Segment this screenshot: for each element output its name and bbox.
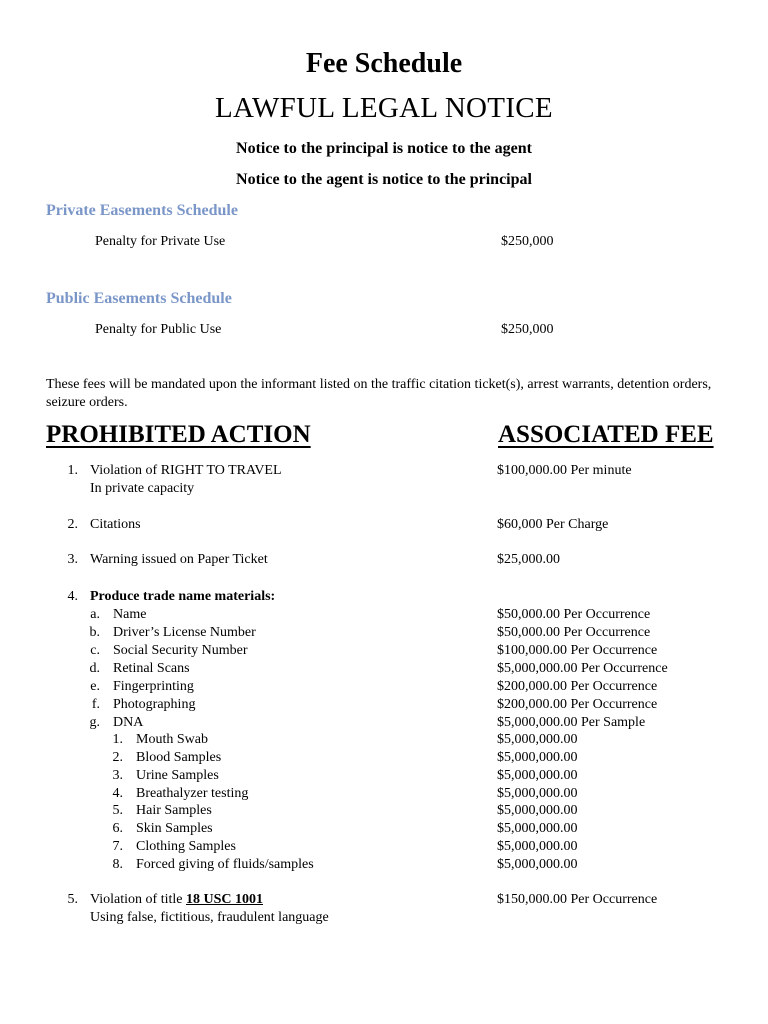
dna-item-number: 4. [112, 786, 123, 801]
dna-item-fee: $5,000,000.00 [497, 750, 578, 765]
dna-item-label: Breathalyzer testing [136, 786, 249, 801]
sub-item-label: Fingerprinting [113, 679, 194, 694]
list-item-sublabel: Using false, fictitious, fraudulent language [90, 910, 329, 925]
list-item-label-prefix: Violation of title [90, 892, 186, 907]
notice-line-2: Notice to the agent is notice to the principal [236, 171, 532, 188]
list-item-label: Produce trade name materials: [90, 589, 276, 604]
sub-item-label: Photographing [113, 697, 196, 712]
dna-item-label: Mouth Swab [136, 732, 208, 747]
dna-item-fee: $5,000,000.00 [497, 821, 578, 836]
private-penalty-label: Penalty for Private Use [95, 234, 226, 249]
page-subtitle: LAWFUL LEGAL NOTICE [215, 92, 553, 124]
list-item-fee: $60,000 Per Charge [497, 517, 609, 532]
public-easements-heading: Public Easements Schedule [46, 290, 232, 307]
dna-item-number: 2. [112, 750, 123, 765]
sub-item-fee: $200,000.00 Per Occurrence [497, 697, 658, 712]
sub-item-label: Driver’s License Number [113, 625, 256, 640]
sub-item-label: DNA [113, 715, 144, 730]
list-item-label [90, 891, 263, 909]
sub-item-letter: b. [89, 625, 100, 640]
list-item-label: Citations [90, 517, 141, 532]
dna-item-fee: $5,000,000.00 [497, 768, 578, 783]
dna-item-label: Skin Samples [136, 821, 213, 836]
sub-item-fee: $50,000.00 Per Occurrence [497, 625, 651, 640]
list-item-label: Violation of RIGHT TO TRAVEL [90, 463, 282, 478]
sub-item-label: Social Security Number [113, 643, 248, 658]
sub-item-label: Retinal Scans [113, 661, 190, 676]
sub-item-letter: g. [89, 715, 100, 730]
sub-item-fee: $5,000,000.00 Per Occurrence [497, 661, 668, 676]
list-item-number: 2. [67, 517, 78, 532]
dna-item-number: 6. [112, 821, 123, 836]
dna-item-fee: $5,000,000.00 [497, 857, 578, 872]
sub-item-letter: d. [89, 661, 100, 676]
page-title: Fee Schedule [305, 48, 463, 79]
dna-item-label: Blood Samples [136, 750, 222, 765]
dna-item-fee: $5,000,000.00 [497, 839, 578, 854]
dna-item-label: Urine Samples [136, 768, 219, 783]
sub-item-fee: $100,000.00 Per Occurrence [497, 643, 658, 658]
statute-reference: 18 USC 1001 [185, 892, 263, 907]
sub-item-fee: $50,000.00 Per Occurrence [497, 607, 651, 622]
sub-item-fee: $200,000.00 Per Occurrence [497, 679, 658, 694]
dna-item-fee: $5,000,000.00 [497, 786, 578, 801]
sub-item-letter: e. [90, 679, 100, 694]
private-easements-heading: Private Easements Schedule [46, 202, 238, 219]
public-penalty-value: $250,000 [501, 322, 554, 337]
list-item-sublabel: In private capacity [90, 481, 195, 496]
dna-item-number: 1. [112, 732, 123, 747]
list-item-number: 4. [67, 589, 78, 604]
public-penalty-label: Penalty for Public Use [95, 322, 222, 337]
dna-item-number: 3. [112, 768, 123, 783]
sub-item-fee: $5,000,000.00 Per Sample [497, 715, 646, 730]
associated-fee-heading: ASSOCIATED FEE [498, 421, 714, 448]
list-item-fee: $25,000.00 [497, 552, 560, 567]
dna-item-number: 5. [112, 803, 123, 818]
list-item-number: 5. [67, 892, 78, 907]
list-item-fee: $150,000.00 Per Occurrence [497, 892, 658, 907]
dna-item-label: Hair Samples [136, 803, 212, 818]
sub-item-label: Name [113, 607, 147, 622]
list-item-fee: $100,000.00 Per minute [497, 463, 632, 478]
sub-item-letter: c. [90, 643, 100, 658]
dna-item-fee: $5,000,000.00 [497, 732, 578, 747]
sub-item-letter: a. [90, 607, 100, 622]
list-item-label: Warning issued on Paper Ticket [90, 552, 268, 567]
dna-item-number: 7. [112, 839, 123, 854]
private-penalty-value: $250,000 [501, 234, 554, 249]
list-item-number: 1. [67, 463, 78, 478]
sub-item-letter: f. [91, 697, 100, 712]
prohibited-action-heading: PROHIBITED ACTION [46, 421, 311, 448]
dna-item-number: 8. [112, 857, 123, 872]
list-item-number: 3. [67, 552, 78, 567]
dna-item-label: Clothing Samples [136, 839, 236, 854]
notice-line-1: Notice to the principal is notice to the agent [236, 140, 532, 157]
dna-item-fee: $5,000,000.00 [497, 803, 578, 818]
intro-paragraph: These fees will be mandated upon the informant listed on the traffic citation ticket(s), arrest warrants, detention orders, seizure orders. [46, 377, 712, 410]
dna-item-label: Forced giving of fluids/samples [136, 857, 314, 872]
